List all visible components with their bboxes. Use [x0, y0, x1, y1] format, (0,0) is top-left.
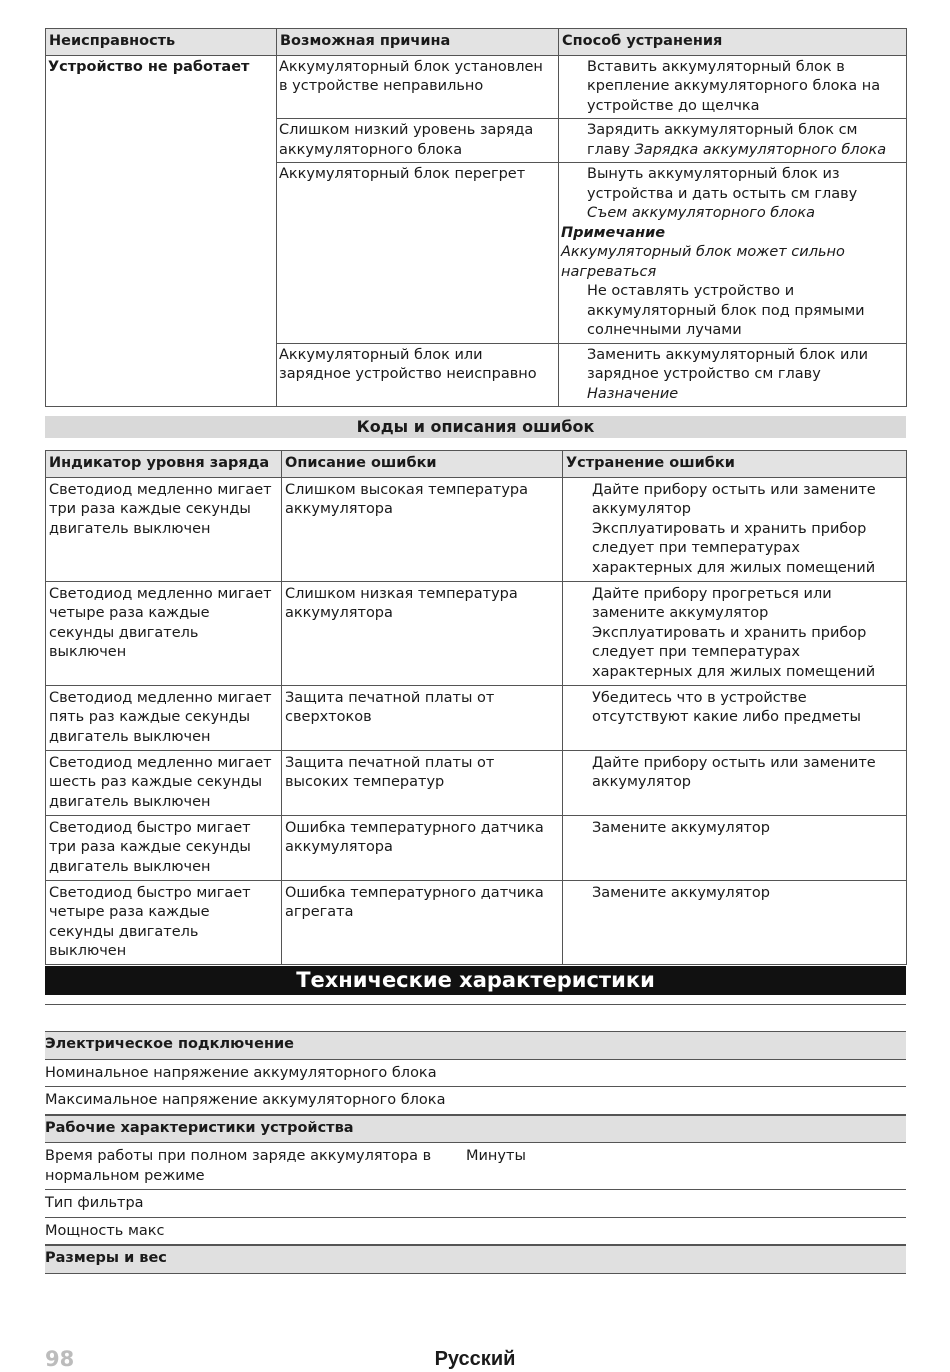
- divider: [45, 1004, 906, 1005]
- page-number: 98: [45, 1347, 75, 1371]
- remedy-reference: Назначение: [587, 385, 679, 402]
- language-label: Русский: [434, 1348, 516, 1370]
- fix-text: Замените аккумулятор: [592, 884, 770, 901]
- fix-text: Эксплуатировать и хранить прибор следует при температурах характерных для жилых помещений: [592, 624, 876, 680]
- fix-text: Дайте прибору остыть или замените аккумулятор: [592, 754, 876, 790]
- specs-section-performance: Рабочие характеристики устройства: [45, 1115, 906, 1144]
- remedy-text: Заменить аккумуляторный блок или зарядное устройство см главу: [587, 346, 869, 382]
- fix-text: Замените аккумулятор: [592, 819, 770, 836]
- fix-text: Дайте прибору прогреться или замените аккумулятор: [592, 585, 832, 621]
- column-header-cause: Возможная причина: [277, 29, 559, 56]
- fix-text: Убедитесь что в устройстве отсутствуют какие либо предметы: [592, 689, 861, 725]
- spec-runtime: [45, 1143, 906, 1190]
- table-header-row: [46, 451, 907, 478]
- remedy-text: Зарядить аккумуляторный блок см главу: [587, 122, 858, 158]
- remedy-reference: Зарядка аккумуляторного блока: [634, 141, 887, 158]
- specs-section-dimensions: Размеры и вес: [45, 1245, 906, 1274]
- cause-cell: Аккумуляторный блок или зарядное устройство неисправно: [277, 343, 559, 407]
- table-row: [46, 750, 907, 815]
- table-row: [46, 55, 907, 119]
- fix-text: Эксплуатировать и хранить прибор следует при температурах характерных для жилых помещений: [592, 520, 876, 576]
- spec-nominal-voltage: Номинальное напряжение аккумуляторного блока: [45, 1060, 906, 1088]
- remedy-cell: [559, 55, 907, 119]
- indicator-cell: Светодиод быстро мигает четыре раза каждые секунды двигатель выключен: [46, 880, 282, 964]
- remedy-text: Вставить аккумуляторный блок в крепление аккумуляторного блока на устройстве до щелчка: [587, 58, 881, 114]
- specs-section-electrical: Электрическое подключение: [45, 1031, 906, 1060]
- column-header-indicator: Индикатор уровня заряда: [46, 451, 282, 478]
- note-title: Примечание: [561, 224, 666, 241]
- description-cell: Защита печатной платы от сверхтоков: [282, 685, 563, 750]
- indicator-cell: Светодиод медленно мигает пять раз каждые секунды двигатель выключен: [46, 685, 282, 750]
- table-row: [46, 477, 907, 581]
- remedy-text: Не оставлять устройство и аккумуляторный блок под прямыми солнечными лучами: [587, 283, 865, 338]
- remedy-cell: [559, 119, 907, 163]
- table-header-row: [46, 29, 907, 56]
- fault-cell: Устройство не работает: [46, 55, 277, 407]
- cause-cell: Слишком низкий уровень заряда аккумуляторного блока: [277, 119, 559, 163]
- indicator-cell: Светодиод быстро мигает три раза каждые секунды двигатель выключен: [46, 815, 282, 880]
- table-row: [46, 685, 907, 750]
- description-cell: Слишком низкая температура аккумулятора: [282, 581, 563, 685]
- spec-filter-type: Тип фильтра: [45, 1190, 906, 1218]
- spec-max-voltage: Максимальное напряжение аккумуляторного блока: [45, 1087, 906, 1115]
- fix-cell: [563, 477, 907, 581]
- note-text: Аккумуляторный блок может сильно нагреваться: [561, 244, 845, 280]
- indicator-cell: Светодиод медленно мигает шесть раз каждые секунды двигатель выключен: [46, 750, 282, 815]
- fix-cell: [563, 685, 907, 750]
- cause-cell: Аккумуляторный блок установлен в устройстве неправильно: [277, 55, 559, 119]
- spec-power: Мощность макс: [45, 1218, 906, 1246]
- description-cell: Слишком высокая температура аккумулятора: [282, 477, 563, 581]
- table-row: [46, 581, 907, 685]
- error-codes-heading: Коды и описания ошибок: [45, 416, 906, 438]
- indicator-cell: Светодиод медленно мигает три раза каждые секунды двигатель выключен: [46, 477, 282, 581]
- tech-specs-heading: Технические характеристики: [45, 966, 906, 995]
- spec-runtime-label: Время работы при полном заряде аккумулятора в нормальном режиме: [45, 1148, 432, 1184]
- column-header-description: Описание ошибки: [282, 451, 563, 478]
- remedy-text: Вынуть аккумуляторный блок из устройства и дать остыть см главу: [587, 166, 858, 202]
- fix-text: Дайте прибору остыть или замените аккумулятор: [592, 481, 876, 517]
- fix-cell: [563, 880, 907, 964]
- description-cell: Защита печатной платы от высоких температур: [282, 750, 563, 815]
- troubleshooting-table: [45, 28, 906, 407]
- fix-cell: [563, 750, 907, 815]
- description-cell: Ошибка температурного датчика агрегата: [282, 880, 563, 964]
- remedy-cell: [559, 343, 907, 407]
- remedy-cell: [559, 163, 907, 344]
- fix-cell: [563, 581, 907, 685]
- indicator-cell: Светодиод медленно мигает четыре раза каждые секунды двигатель выключен: [46, 581, 282, 685]
- table-row: [46, 880, 907, 964]
- cause-cell: Аккумуляторный блок перегрет: [277, 163, 559, 344]
- column-header-fault: Неисправность: [46, 29, 277, 56]
- column-header-remedy: Способ устранения: [559, 29, 907, 56]
- remedy-reference: Съем аккумуляторного блока: [587, 205, 816, 221]
- column-header-fix: Устранение ошибки: [563, 451, 907, 478]
- error-codes-table: [45, 450, 906, 965]
- remedy-wrap: [561, 121, 904, 160]
- table-row: [46, 815, 907, 880]
- specs-list: [45, 1031, 906, 1274]
- spec-runtime-unit: Минуты: [466, 1148, 526, 1164]
- description-cell: Ошибка температурного датчика аккумулятора: [282, 815, 563, 880]
- fix-cell: [563, 815, 907, 880]
